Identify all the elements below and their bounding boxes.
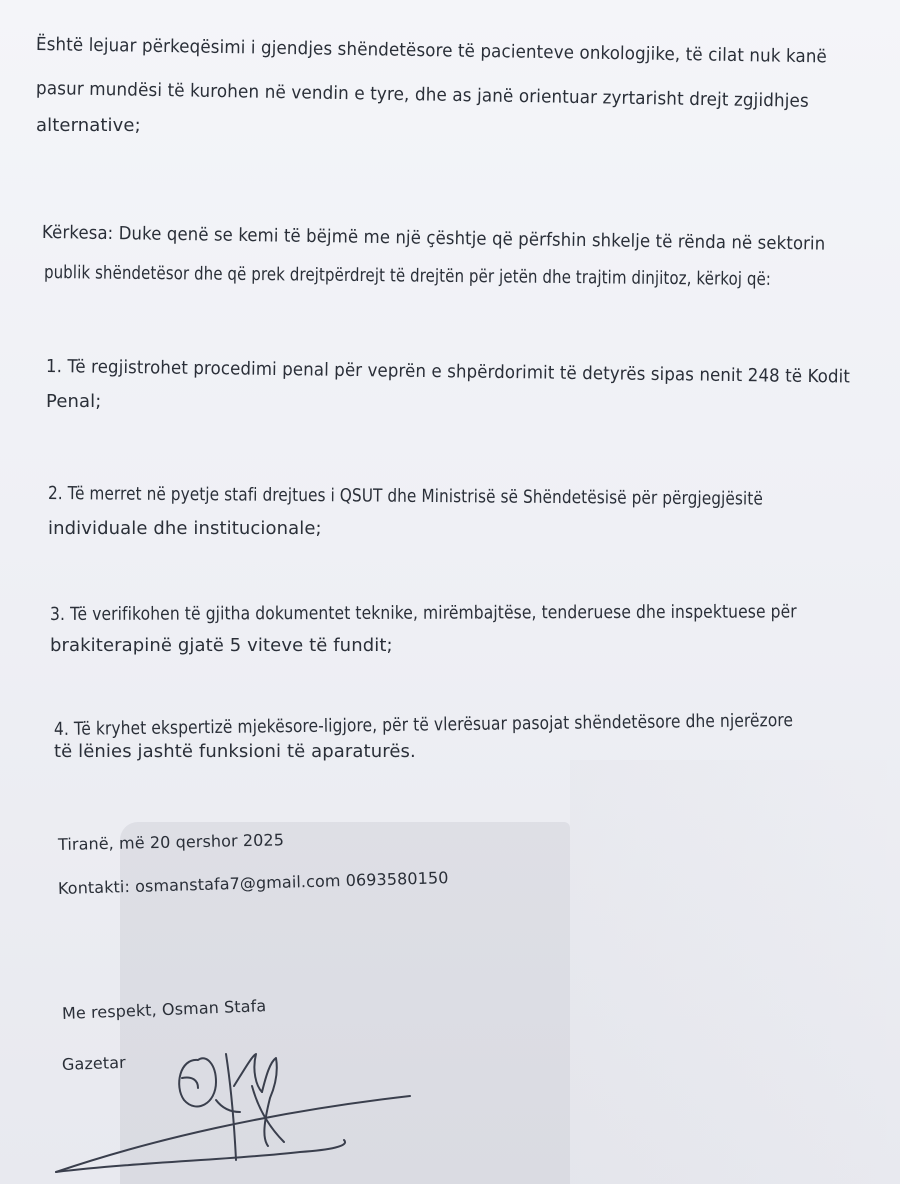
request-line-1: Kërkesa: Duke qenë se kemi të bëjmë me një çështje që përfshin shkelje të rënda në sektorin: [41, 222, 826, 255]
item-1-line-1: 1. Të regjistrohet procedimi penal për veprën e shpërdorimit të detyrës sipas nenit 248 të Kodit: [45, 356, 851, 388]
item-2-line-2: individuale dhe institucionale;: [48, 518, 322, 539]
paper-shadow-right: [570, 760, 900, 1184]
role-line: Gazetar: [61, 1052, 127, 1074]
item-2-line-1: 2. Të merret në pyetje stafi drejtues i QSUT dhe Ministrisë së Shëndetësisë për përgjegjësitë: [47, 483, 763, 510]
item-3-line-2: brakiterapinë gjatë 5 viteve të fundit;: [50, 635, 393, 656]
handwritten-signature: [30, 1030, 430, 1184]
contact-line: Kontakti: osmanstafa7@gmail.com 0693580150: [57, 868, 449, 898]
item-3-line-1: 3. Të verifikohen të gjitha dokumentet teknike, mirëmbajtëse, tenderuese dhe inspektuese për: [49, 601, 797, 625]
request-line-2: publik shëndetësor dhe që prek drejtpërdrejt të drejtën për jetën dhe trajtim dinjitoz, kërkoj që:: [43, 262, 772, 290]
item-4-line-2: të lënies jashtë funksioni të aparaturës.: [54, 741, 416, 762]
paragraph-1-line-2: pasur mundësi të kurohen në vendin e tyre, dhe as janë orientuar zyrtarisht drejt zgjidhjes: [35, 78, 809, 112]
closing-line: Me respekt, Osman Stafa: [61, 996, 267, 1023]
item-4-line-1: 4. Të kryhet ekspertizë mjekësore-ligjore, për të vlerësuar pasojat shëndetësore dhe njerëzore: [53, 709, 794, 740]
date-line: Tiranë, më 20 qershor 2025: [57, 830, 285, 854]
item-1-line-2: Penal;: [46, 391, 102, 412]
paragraph-1-line-3: alternative;: [36, 115, 141, 136]
paragraph-1-line-1: Është lejuar përkeqësimi i gjendjes shëndetësore të pacienteve onkologjike, të cilat nuk kanë: [35, 34, 828, 68]
